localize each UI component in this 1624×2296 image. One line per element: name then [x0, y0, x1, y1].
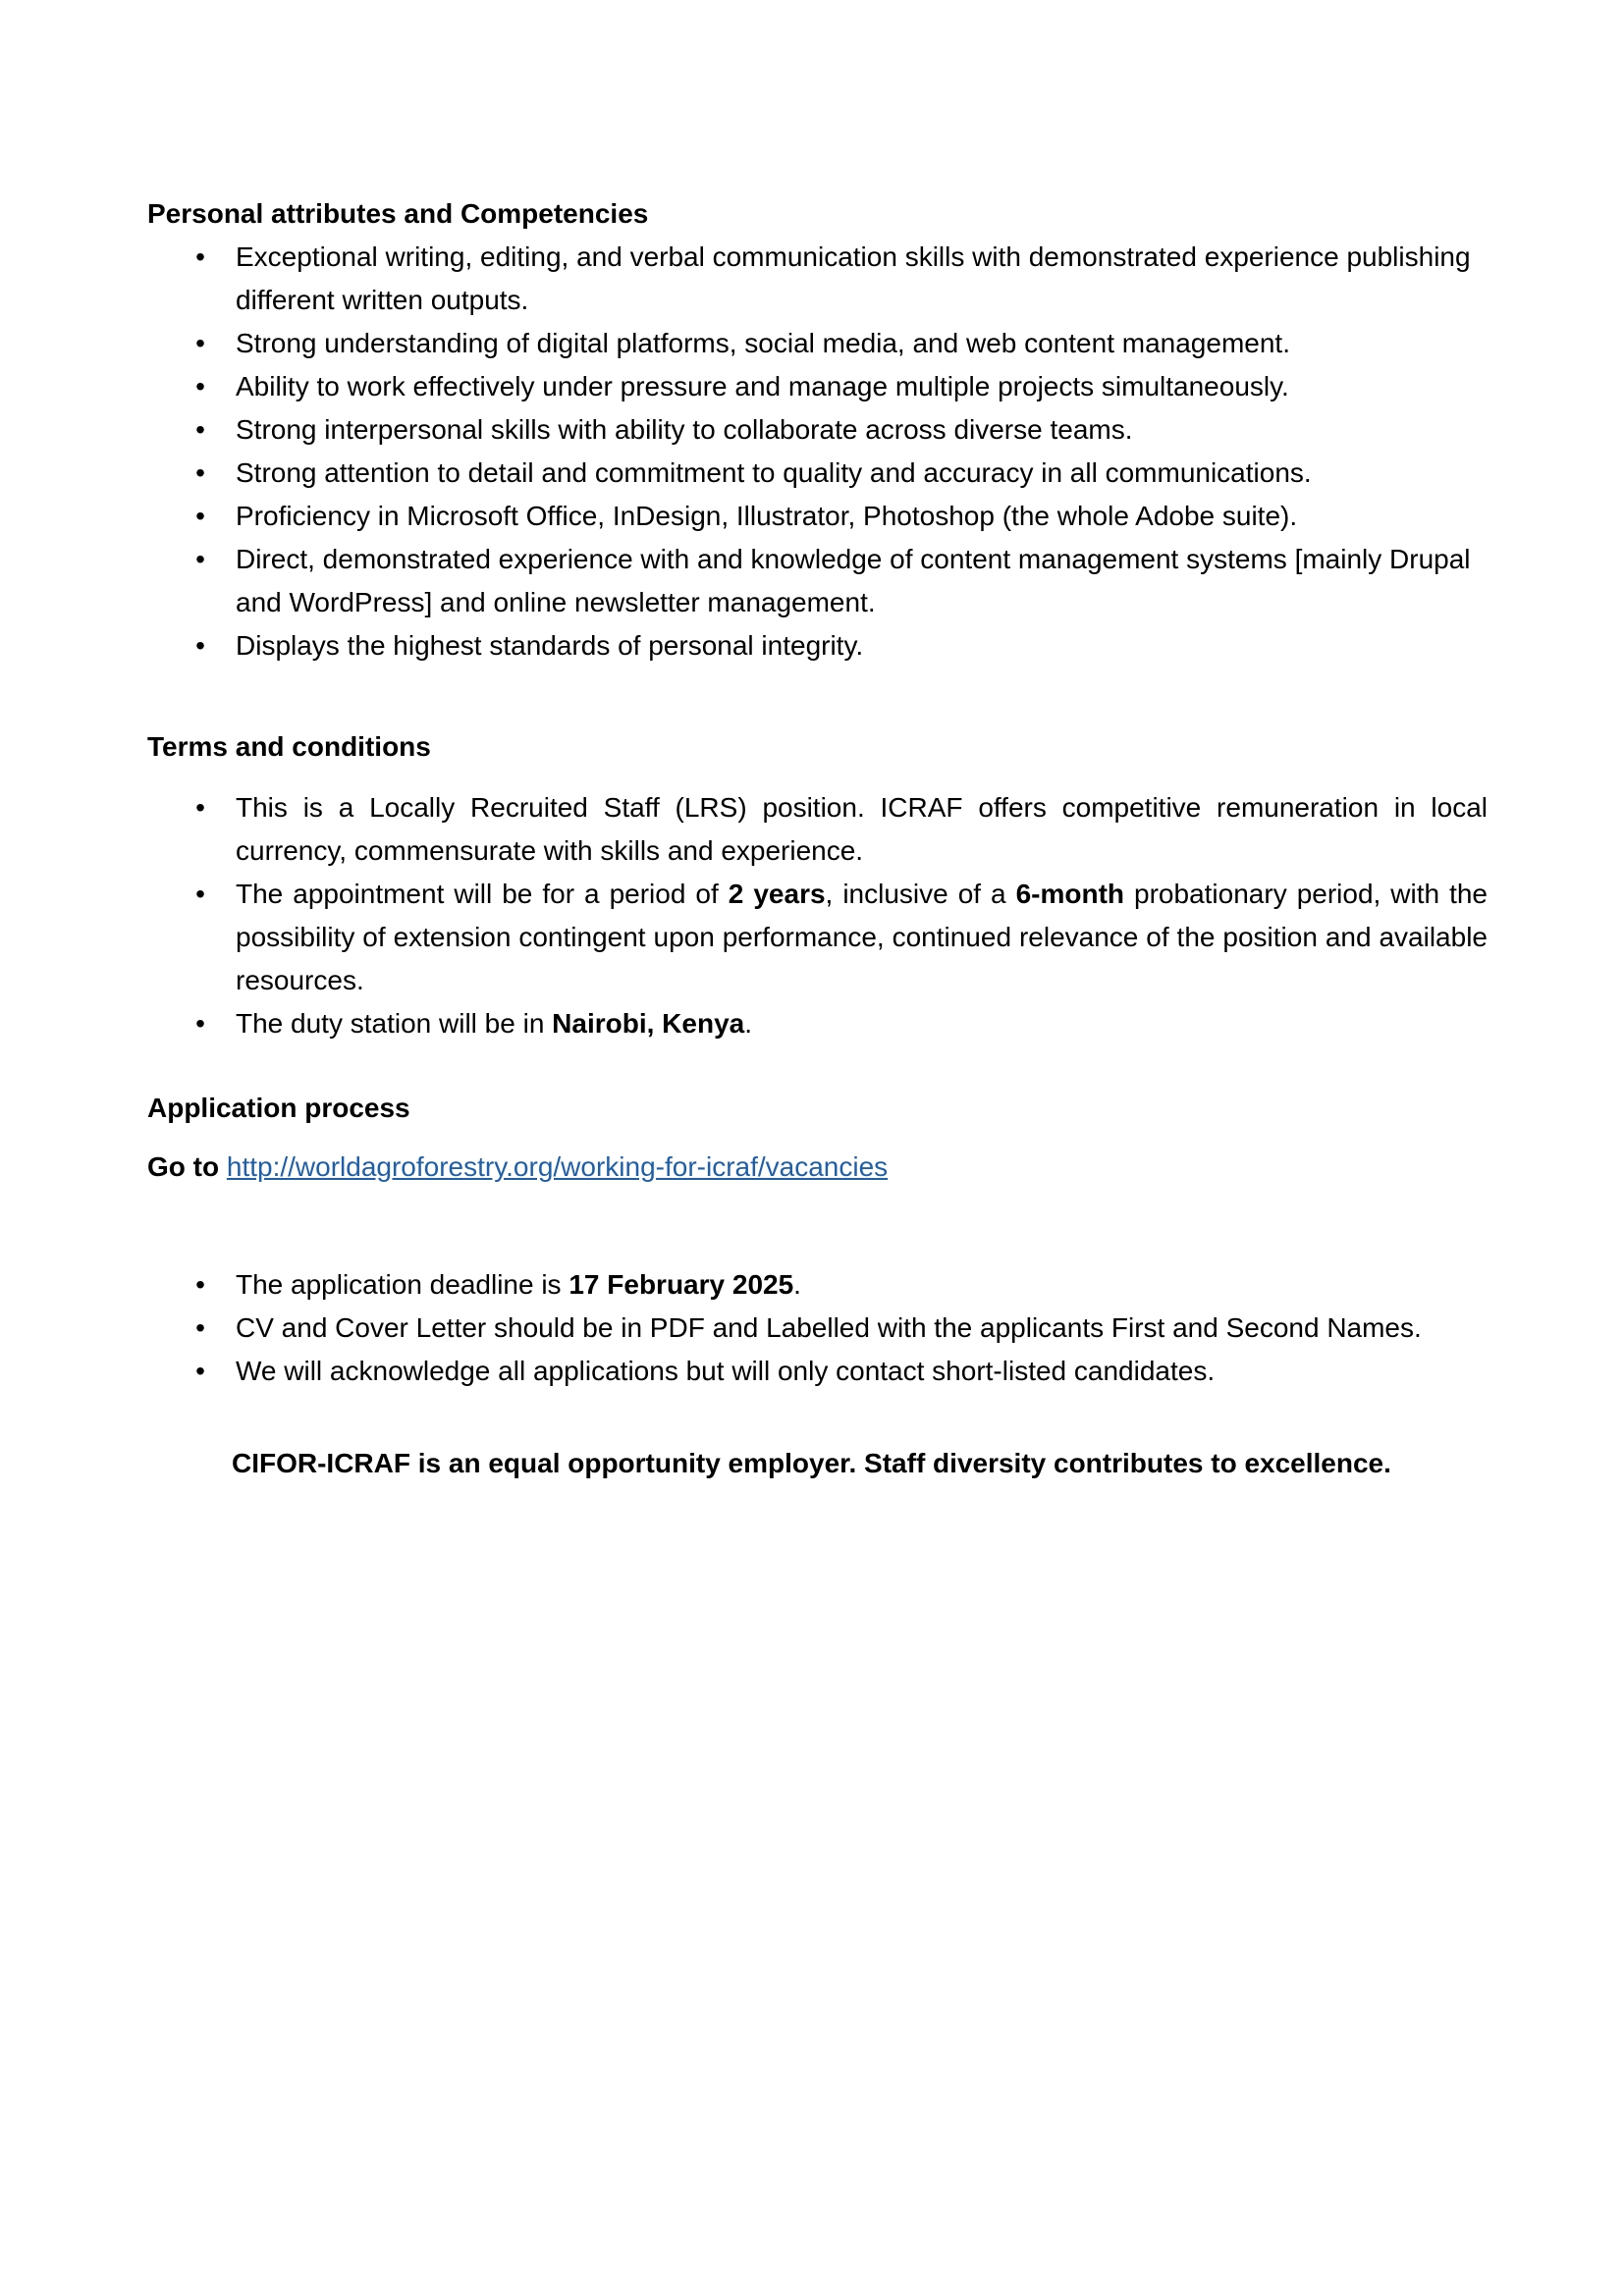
list-item: [147, 786, 1488, 873]
list-item: [147, 538, 1488, 624]
terms-heading: Terms and conditions: [147, 731, 431, 762]
text-span: The appointment will be for a period of: [236, 879, 729, 909]
bullet-icon: •: [195, 544, 205, 574]
list-item: [147, 322, 1488, 365]
text-span: The duty station will be in: [236, 1008, 553, 1039]
bullet-icon: •: [195, 879, 205, 909]
text-span: , inclusive of a: [825, 879, 1016, 909]
period-duration: 2 years: [728, 879, 826, 909]
spacer: [147, 1045, 1488, 1087]
list-item: [147, 365, 1488, 408]
spacer: [147, 1393, 1488, 1442]
text-span: The application deadline is: [236, 1269, 569, 1300]
personal-attributes-heading: Personal attributes and Competencies: [147, 198, 649, 229]
application-heading: Application process: [147, 1093, 410, 1123]
list-item-text: This is a Locally Recruited Staff (LRS) position. ICRAF offers competitive remuneration in local currency, commensurate with skills and experience.: [236, 792, 1488, 866]
spacer: [147, 769, 1488, 786]
list-item-text: We will acknowledge all applications but will only contact short-listed candidates.: [236, 1356, 1216, 1386]
application-list: [147, 1263, 1488, 1393]
goto-label: Go to: [147, 1151, 220, 1182]
bullet-icon: •: [195, 1008, 205, 1039]
list-item-text: CV and Cover Letter should be in PDF and Labelled with the applicants First and Second Names.: [236, 1312, 1422, 1343]
list-item: [147, 873, 1488, 1002]
list-item: [147, 236, 1488, 322]
bullet-icon: •: [195, 792, 205, 823]
text-span: .: [744, 1008, 753, 1039]
bullet-icon: •: [195, 371, 205, 401]
bullet-icon: •: [195, 1356, 205, 1386]
bullet-icon: •: [195, 630, 205, 661]
spacer: [147, 1130, 1488, 1146]
bullet-icon: •: [195, 414, 205, 445]
list-item: [147, 1307, 1488, 1350]
terms-list: [147, 786, 1488, 1045]
spacer: [147, 667, 1488, 725]
list-item: [147, 624, 1488, 667]
list-item-text: [236, 879, 1488, 995]
spacer: [147, 1189, 1488, 1263]
probation-duration: 6-month: [1015, 879, 1125, 909]
list-item: [147, 1002, 1488, 1045]
text-span: probationary period, with the possibility of extension contingent upon performance, continued relevance of the position and available resources.: [236, 879, 1489, 995]
bullet-icon: •: [195, 241, 205, 272]
list-item: [147, 1263, 1488, 1307]
list-item-text: [236, 1008, 752, 1039]
list-item-text: Strong understanding of digital platforms, social media, and web content management.: [236, 328, 1290, 358]
bullet-icon: •: [195, 1312, 205, 1343]
duty-station: Nairobi, Kenya: [552, 1008, 745, 1039]
list-item: [147, 495, 1488, 538]
text-span: .: [793, 1269, 801, 1300]
bullet-icon: •: [195, 501, 205, 531]
list-item-text: Direct, demonstrated experience with and knowledge of content management systems [mainly Drupal and WordPress] and online newsletter management.: [236, 544, 1471, 617]
list-item-text: Strong interpersonal skills with ability to collaborate across diverse teams.: [236, 414, 1133, 445]
list-item-text: Displays the highest standards of personal integrity.: [236, 630, 864, 661]
bullet-icon: •: [195, 328, 205, 358]
goto-line: [147, 1146, 1488, 1189]
bullet-icon: •: [195, 457, 205, 488]
bullet-icon: •: [195, 1269, 205, 1300]
list-item-text: [236, 1269, 801, 1300]
equal-opportunity-statement: CIFOR-ICRAF is an equal opportunity employer. Staff diversity contributes to excellence.: [232, 1448, 1391, 1478]
list-item-text: Ability to work effectively under pressure and manage multiple projects simultaneously.: [236, 371, 1289, 401]
list-item: [147, 408, 1488, 452]
deadline-date: 17 February 2025: [568, 1269, 794, 1300]
list-item-text: Strong attention to detail and commitment to quality and accuracy in all communications.: [236, 457, 1312, 488]
list-item-text: Proficiency in Microsoft Office, InDesign, Illustrator, Photoshop (the whole Adobe suite).: [236, 501, 1298, 531]
document-content: [147, 192, 1488, 1485]
list-item: [147, 452, 1488, 495]
list-item: [147, 1350, 1488, 1393]
vacancies-link[interactable]: http://worldagroforestry.org/working-for-icraf/vacancies: [226, 1151, 889, 1182]
personal-attributes-list: [147, 236, 1488, 667]
list-item-text: Exceptional writing, editing, and verbal communication skills with demonstrated experience publishing different written outputs.: [236, 241, 1471, 315]
